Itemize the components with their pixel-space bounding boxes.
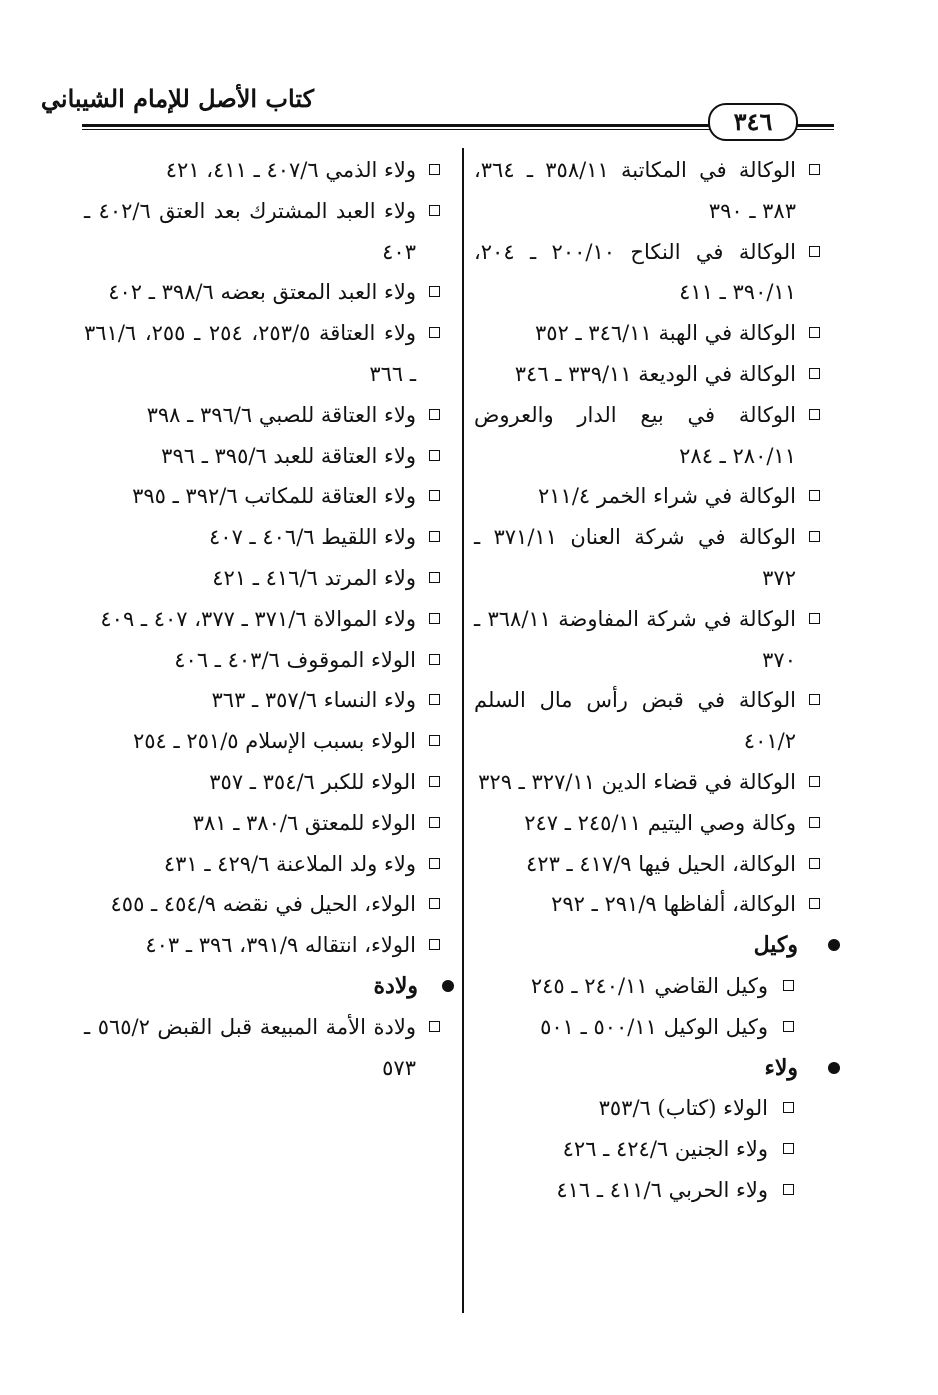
index-entry: ولاء العتاقة للمكاتب ٣٩٢/٦ ـ ٣٩٥ <box>84 476 446 517</box>
square-bullet-icon <box>429 205 440 216</box>
index-heading: وكيل <box>474 925 826 966</box>
square-bullet-icon <box>429 1021 440 1032</box>
index-heading: ولادة <box>84 966 446 1007</box>
square-bullet-icon <box>783 1184 794 1195</box>
index-column-left <box>84 150 446 1088</box>
index-entry: الوكالة في شراء الخمر ٢١١/٤ <box>474 476 826 517</box>
index-entry: ولادة الأمة المبيعة قبل القبض ٥٦٥/٢ ـ ٥٧٣ <box>84 1007 446 1089</box>
square-bullet-icon <box>809 776 820 787</box>
index-entry: الولاء الموقوف ٤٠٣/٦ ـ ٤٠٦ <box>84 640 446 681</box>
column-divider <box>462 148 464 1313</box>
square-bullet-icon <box>809 490 820 501</box>
index-entry: الوكالة في شركة المفاوضة ٣٦٨/١١ ـ ٣٧٠ <box>474 599 826 681</box>
index-entry: الوكالة في شركة العنان ٣٧١/١١ ـ ٣٧٢ <box>474 517 826 599</box>
round-bullet-icon <box>442 980 454 992</box>
page-number: ٣٤٦ <box>708 103 798 141</box>
square-bullet-icon <box>429 572 440 583</box>
square-bullet-icon <box>809 368 820 379</box>
square-bullet-icon <box>429 613 440 624</box>
index-entry: الوكالة في قضاء الدين ٣٢٧/١١ ـ ٣٢٩ <box>474 762 826 803</box>
index-entry: الوكالة في قبض رأس مال السلم ٤٠١/٢ <box>474 680 826 762</box>
square-bullet-icon <box>429 490 440 501</box>
index-entry: ولاء الجنين ٤٢٤/٦ ـ ٤٢٦ <box>474 1129 826 1170</box>
index-entry: ولاء الموالاة ٣٧١/٦ ـ ٣٧٧، ٤٠٧ ـ ٤٠٩ <box>84 599 446 640</box>
index-entry: الولاء (كتاب) ٣٥٣/٦ <box>474 1088 826 1129</box>
index-entry: الوكالة في الهبة ٣٤٦/١١ ـ ٣٥٢ <box>474 313 826 354</box>
square-bullet-icon <box>809 858 820 869</box>
index-column-right <box>474 150 826 1211</box>
square-bullet-icon <box>429 858 440 869</box>
square-bullet-icon <box>783 1021 794 1032</box>
running-title: كتاب الأصل للإمام الشيباني <box>40 84 314 113</box>
index-entry: الولاء، الحيل في نقضه ٤٥٤/٩ ـ ٤٥٥ <box>84 884 446 925</box>
index-entry: الولاء للكبر ٣٥٤/٦ ـ ٣٥٧ <box>84 762 446 803</box>
square-bullet-icon <box>783 980 794 991</box>
square-bullet-icon <box>429 286 440 297</box>
index-entry: ولاء العبد المشترك بعد العتق ٤٠٢/٦ ـ ٤٠٣ <box>84 191 446 273</box>
round-bullet-icon <box>828 939 840 951</box>
index-entry: ولاء الحربي ٤١١/٦ ـ ٤١٦ <box>474 1170 826 1211</box>
index-entry: الوكالة في الوديعة ٣٣٩/١١ ـ ٣٤٦ <box>474 354 826 395</box>
square-bullet-icon <box>429 735 440 746</box>
index-entry: الوكالة في بيع الدار والعروض ٢٨٠/١١ ـ ٢٨٤ <box>474 395 826 477</box>
index-entry: الوكالة في النكاح ٢٠٠/١٠ ـ ٢٠٤، ٣٩٠/١١ ـ ٤١١ <box>474 232 826 314</box>
index-entry: الوكالة في المكاتبة ٣٥٨/١١ ـ ٣٦٤، ٣٨٣ ـ ٣٩٠ <box>474 150 826 232</box>
square-bullet-icon <box>429 409 440 420</box>
index-entry: ولاء المرتد ٤١٦/٦ ـ ٤٢١ <box>84 558 446 599</box>
square-bullet-icon <box>809 327 820 338</box>
square-bullet-icon <box>809 409 820 420</box>
index-entry: الوكالة، ألفاظها ٢٩١/٩ ـ ٢٩٢ <box>474 884 826 925</box>
square-bullet-icon <box>783 1102 794 1113</box>
square-bullet-icon <box>429 654 440 665</box>
square-bullet-icon <box>809 817 820 828</box>
square-bullet-icon <box>429 898 440 909</box>
index-entry: ولاء العتاقة ٢٥٣/٥، ٢٥٤ ـ ٢٥٥، ٣٦١/٦ ـ ٣٦٦ <box>84 313 446 395</box>
square-bullet-icon <box>429 817 440 828</box>
square-bullet-icon <box>429 531 440 542</box>
index-entry: وكيل الوكيل ٥٠٠/١١ ـ ٥٠١ <box>474 1007 826 1048</box>
index-entry: الولاء بسبب الإسلام ٢٥١/٥ ـ ٢٥٤ <box>84 721 446 762</box>
round-bullet-icon <box>828 1062 840 1074</box>
index-entry: ولاء العبد المعتق بعضه ٣٩٨/٦ ـ ٤٠٢ <box>84 272 446 313</box>
index-entry: ولاء العتاقة للصبي ٣٩٦/٦ ـ ٣٩٨ <box>84 395 446 436</box>
square-bullet-icon <box>429 164 440 175</box>
index-entry: وكيل القاضي ٢٤٠/١١ ـ ٢٤٥ <box>474 966 826 1007</box>
index-entry: الولاء، انتقاله ٣٩١/٩، ٣٩٦ ـ ٤٠٣ <box>84 925 446 966</box>
square-bullet-icon <box>429 939 440 950</box>
square-bullet-icon <box>429 776 440 787</box>
square-bullet-icon <box>809 164 820 175</box>
index-heading: ولاء <box>474 1048 826 1089</box>
index-entry: ولاء الذمي ٤٠٧/٦ ـ ٤١١، ٤٢١ <box>84 150 446 191</box>
square-bullet-icon <box>809 613 820 624</box>
square-bullet-icon <box>809 246 820 257</box>
index-entry: ولاء العتاقة للعبد ٣٩٥/٦ ـ ٣٩٦ <box>84 436 446 477</box>
square-bullet-icon <box>809 694 820 705</box>
index-entry: ولاء النساء ٣٥٧/٦ ـ ٣٦٣ <box>84 680 446 721</box>
square-bullet-icon <box>429 327 440 338</box>
square-bullet-icon <box>783 1143 794 1154</box>
index-entry: وكالة وصي اليتيم ٢٤٥/١١ ـ ٢٤٧ <box>474 803 826 844</box>
square-bullet-icon <box>809 531 820 542</box>
index-entry: ولاء اللقيط ٤٠٦/٦ ـ ٤٠٧ <box>84 517 446 558</box>
square-bullet-icon <box>429 450 440 461</box>
square-bullet-icon <box>429 694 440 705</box>
index-entry: الولاء للمعتق ٣٨٠/٦ ـ ٣٨١ <box>84 803 446 844</box>
index-entry: ولاء ولد الملاعنة ٤٢٩/٦ ـ ٤٣١ <box>84 844 446 885</box>
index-entry: الوكالة، الحيل فيها ٤١٧/٩ ـ ٤٢٣ <box>474 844 826 885</box>
square-bullet-icon <box>809 898 820 909</box>
